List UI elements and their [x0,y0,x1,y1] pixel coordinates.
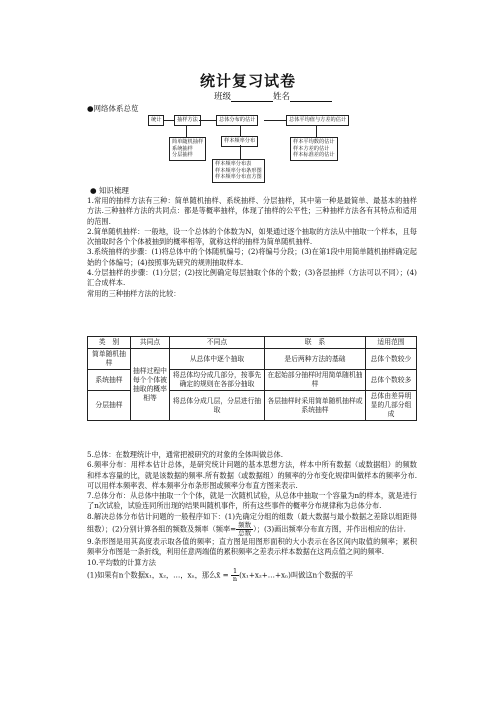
para-1: 1.常用的抽样方法有三种：简单随机抽样、系统抽样、分层抽样，其中第一种是最简单、最基本的抽样方法.三种抽样方法的共同点：都是等概率抽样，体现了抽样的公平性；三种抽样方法各有其特点和适用的范围. [87,196,417,226]
freq-fraction [236,522,253,537]
class-name-line [214,90,332,102]
cell-link: 在起始部分抽样时用简单随机抽样 [265,370,366,391]
body-part-2 [87,450,417,583]
table-header-row [88,337,417,349]
cell-scope: 总体由差异明显的几部分组成 [366,391,417,421]
stddev-est: 样本标准差的估计 [293,152,335,158]
para-8-tail: ）；(3)画出频率分布直方图，并作出相应的估计. [253,524,406,534]
box-mean-variance: 总体平均值与方差的估计 [286,115,349,126]
para-2: 2.简单随机抽样：一般地，设一个总体的个体数为N，如果通过逐个抽取的方法从中抽取一个样本，且每次抽取时各个个体被抽到的概率相等，就称这样的抽样为简单随机抽样. [87,226,417,247]
cell-link: 各层抽样时采用简单随机抽样或系统抽样 [265,391,366,421]
cell-type: 系统抽样 [88,370,131,391]
overview-heading: ●网络体系总览 [87,104,139,113]
para-3: 3.系统抽样的步骤：(1)将总体中的个体随机编号；(2)将编号分段；(3)在第1段中用简单随机抽样确定起始的个体编号；(4)按照事先研究的规则抽取样本. [87,247,417,267]
method-stratified: 分层抽样 [172,152,193,158]
comparison-table [87,336,417,421]
para-8 [87,512,417,537]
cell-link: 是后两种方法的基础 [265,349,366,370]
cell-type: 分层抽样 [88,391,131,421]
para-10: 10.平均数的计算方法 [87,557,156,567]
mean-tail: (x₁+x₂+…+xₙ)叫做这n个数据的平 [239,570,354,580]
page-title: 统计复习试卷 [199,72,296,90]
cell-type: 简单随机抽样 [88,349,131,370]
freq-histogram: 样本频率分布直方图 [215,174,262,180]
box-freq-forms [212,159,265,183]
frac-num: 频数 [238,521,252,530]
cell-common: 抽样过程中每个个体被抽取的概率相等 [131,349,170,421]
para-10-1 [87,568,417,583]
frac2-num: 1 [232,566,238,575]
box-mean-items [290,137,338,161]
mean-fraction [231,568,239,583]
cell-scope: 总体个数较少 [366,349,417,370]
para-7: 7.总体分布：从总体中抽取一个个体，就是一次随机试验，从总体中抽取一个容量为n的样本，就是进行了n次试验，试验连同所出现的结果叫随机事件，所有这些事件的概率分布规律称为总体分布. [87,491,417,511]
para-8-text: 8.解决总体分布估计问题的一般程序如下：(1)先确定分组的组数（最大数据与最小数据之差除以组距得组数）；(2)分别计算各组的频数及频率（频率= [87,511,417,534]
name-blank [290,92,332,102]
cell-diff: 将总体分成几层，分层进行抽取 [170,391,265,421]
table-row [88,349,417,370]
box-freq: 样本频率分布 [221,136,258,147]
para-9: 9.条形图是用其高度表示取各值的频率；直方图是用图形面积的大小表示在各区间内取值的频率；累积频率分布图是一条折线，利用任意两端值的累积频率之差表示样本数据在这两点值之间的频率. [87,537,417,557]
class-blank [231,92,273,102]
para-table-intro: 常用的三种抽样方法的比较： [87,288,181,298]
method-systematic: 系统抽样 [172,145,193,152]
th-diff: 不同点 [170,337,265,349]
th-common: 共同点 [131,337,170,349]
body-part-1 [87,196,417,299]
box-estimate: 总体分布的估计 [216,115,258,126]
cell-diff: 将总体均分成几部分，按事先确定的规则在各部分抽取 [170,370,265,391]
name-label: 姓名 [273,92,291,102]
th-type: 类 别 [88,337,131,349]
variance-est: 样本方差的估计 [293,145,330,152]
box-statistics: 统计 [148,115,164,126]
method-simple: 简单随机抽样 [172,139,204,145]
class-label: 班级 [214,92,232,102]
para-5: 5.总体：在数理统计中，通常把被研究的对象的全体叫做总体. [87,450,284,459]
mean-est: 样本平均数的估计 [293,139,335,145]
cell-diff: 从总体中逐个抽取 [170,349,265,370]
freq-bar: 样本频率分布条形图 [215,167,262,174]
th-link: 联 系 [265,337,366,349]
para-4: 4.分层抽样的步骤：(1)分层；(2)按比例确定每层抽取个体的个数；(3)各层抽样（方法可以不同）；(4)汇合成样本. [87,268,417,288]
cell-scope: 总体个数较多 [366,370,417,391]
th-scope: 适用范围 [366,337,417,349]
freq-table: 样本频率分布表 [215,161,252,167]
knowledge-heading: ● 知识梳理 [90,186,129,195]
box-methods [169,137,206,161]
box-sampling: 抽样方法 [174,115,201,126]
frac-den: 总数 [238,529,252,538]
mean-text: (1)如果有n个数据x₁，x₂，…，xₙ，那么x̄ = [87,570,231,580]
para-6: 6.频率分布：用样本估计总体，是研究统计问题的基本思想方法，样本中所有数据（或数据组）的频数和样本容量的比，就是该数据的频率.所有数据（或数据组）的频率的分布变化规律叫做样本的频率分布.可以用样本频率表、样本频率分布条形图或频率分布直方图来表示. [87,460,417,490]
frac2-den: n [232,574,238,583]
